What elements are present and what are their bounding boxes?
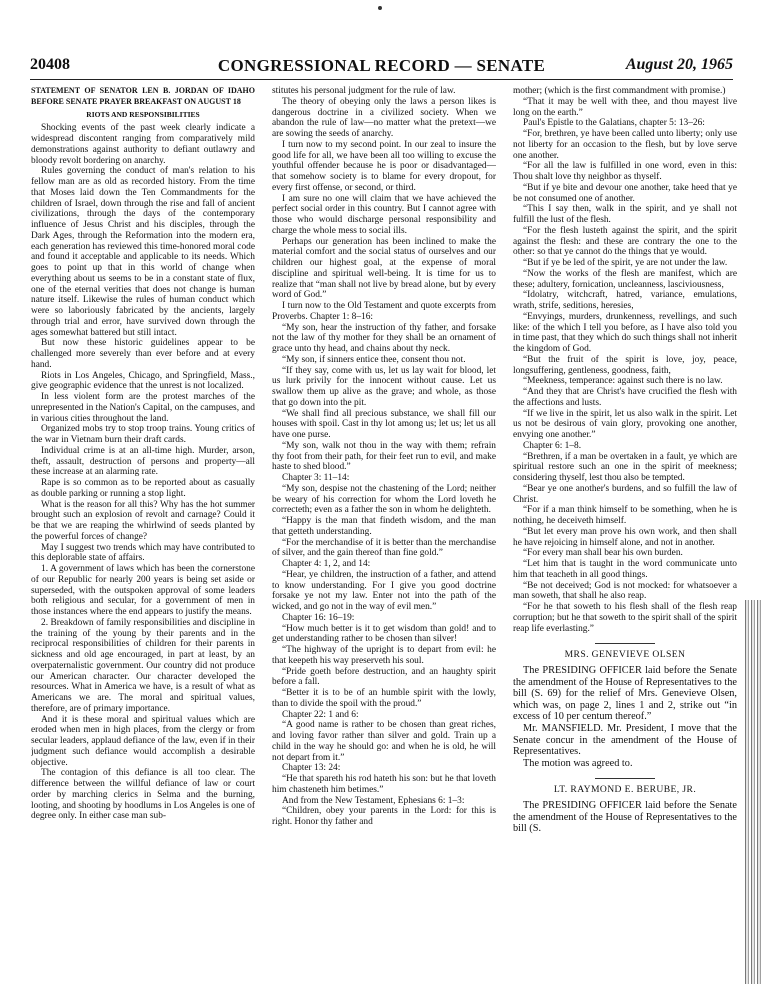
paragraph: May I suggest two trends which may have contributed to this deplorable state of affairs. — [31, 542, 255, 564]
paragraph: “For the merchandise of it is better than the merchandise of silver, and the gain thereof than fine gold.” — [272, 537, 496, 559]
paragraph: “My son, despise not the chastening of the Lord; neither be weary of his correction for whom the Lord loveth he correcteth; even as a father the son in whom he delighteth. — [272, 483, 496, 516]
paragraph: 1. A government of laws which has been the cornerstone of our Republic for nearly 200 years is being set aside or superseded, with the outspoken approval of some leaders both religious and secular, for a government of men in those instances where the end appears to justify the means. — [31, 564, 255, 617]
header-rule — [30, 79, 733, 80]
paragraph: “For, brethren, ye have been called unto liberty; only use not liberty for an occasion to the flesh, but by love serve one another. — [513, 129, 737, 161]
olsen-paragraph-2: Mr. MANSFIELD. Mr. President, I move that the Senate concur in the amendment of the House of Representatives. — [513, 722, 737, 758]
paragraph: “Happy is the man that findeth wisdom, and the man that getteth understanding. — [272, 516, 496, 537]
paragraph: What is the reason for all this? Why has the hot summer brought such an explosion of revolt and carnage? Could it be that we are reaping the whirlwind of seeds planted by the powerful forces of change? — [31, 499, 255, 542]
paragraph: mother; (which is the first commandment with promise.) — [513, 86, 726, 96]
paragraph: Chapter 13: 24: — [282, 763, 341, 774]
paragraph: Riots in Los Angeles, Chicago, and Springfield, Mass., give geographic evidence that the unrest is not localized. — [31, 370, 255, 392]
paragraph: I am sure no one will claim that we have achieved the perfect social order in this country. But I cannot agree with those who would discharge personal responsibility and charge the whole mess to social ills. — [272, 193, 496, 236]
paragraph: “Better it is to be of an humble spirit with the lowly, than to divide the spoil with the proud.” — [272, 688, 496, 709]
paragraph: “For he that soweth to his flesh shall of the flesh reap corruption; but he that soweth to the spirit shall of the spirit reap life everlasting.” — [513, 602, 737, 634]
paragraph: Chapter 6: 1–8. — [523, 440, 582, 451]
paragraph: “But if ye bite and devour one another, take heed that ye be not consumed one of another. — [513, 182, 737, 204]
paragraph: The contagion of this defiance is all too clear. The difference between the willful defiance of law or court order by marching clerics in Selma and the burning, looting, and shooting by hoodlums in Los Angeles is one of degree only. In either case man sub- — [31, 768, 255, 822]
paragraph: “If we live in the spirit, let us also walk in the spirit. Let us not be desirous of vain glory, provoking one another, envying one another.” — [513, 408, 737, 440]
paragraph: Chapter 3: 11–14: — [282, 473, 350, 483]
paragraph: “Let him that is taught in the word communicate unto him that teacheth in all good things. — [513, 559, 737, 580]
paragraph: Rules governing the conduct of man's relation to his fellow man are as old as recorded history. From the time that Moses laid down the Ten Commandments for the children of Israel, down through the rise and fall of ancient civilizations, through the days of the contemporary influence of Jesus Christ and his disciples, through the Dark Ages, through the Reformation into the modern era, each generation has reviewed this time-honored moral code and found it acceptable and applicable to its needs. Which goes to point up that in this world of change when everything about us seems to be in a constant state of flux, one of the eternal verities that does not change is human nature itself. Likewise the rules of human conduct which were so laboriously fabricated by the ancients, largely through trial and error, have survived down through the ages somewhat battered but still intact. — [31, 166, 255, 338]
paragraph: I turn now to the Old Testament and quote excerpts from Proverbs. Chapter 1: 8–16: — [272, 301, 496, 322]
paragraph: “We shall find all precious substance, we shall fill our houses with spoil. Cast in thy lot among us; let us; let us all have one purse. — [272, 408, 496, 440]
paragraph: “Meekness, temperance: against such there is no law. — [523, 376, 723, 387]
berube-paragraph-1: The PRESIDING OFFICER laid before the Senate the amendment of the House of Representatives to the bill (S. — [513, 800, 737, 835]
paragraph: I turn now to my second point. In our zeal to insure the good life for all, we have been all too willing to excuse the youthful offender because he is poor or disadvantaged—that somehow society is to blame for every dropout, for every first offense, or second, or third. — [272, 139, 496, 193]
paragraph: “Brethren, if a man be overtaken in a fault, ye which are spiritual restore such an one in the spirit of meekness; considering thyself, lest thou also be tempted. — [513, 451, 737, 483]
section-divider — [595, 643, 655, 644]
paragraph: Rape is so common as to be reported about as casually as double parking or running a stop light. — [31, 478, 255, 499]
paragraph: “Now the works of the flesh are manifest, which are these; adultery, fornication, uncleanness, lasciviousness, — [513, 268, 737, 290]
section-divider — [595, 778, 655, 779]
paragraph: “But if ye be led of the spirit, ye are not under the law. — [523, 258, 728, 268]
paragraph: “But the fruit of the spirit is love, joy, peace, longsuffering, gentleness, goodness, faith, — [513, 354, 737, 376]
paragraph: “Pride goeth before destruction, and an haughty spirit before a fall. — [272, 666, 496, 688]
paragraph: “But let every man prove his own work, and then shall he have rejoicing in himself alone, and not in another. — [513, 526, 737, 548]
paragraph: “If they say, come with us, let us lay wait for blood, let us lurk privily for the innocent without cause. Let us swallow them up alive as the grave; and whole, as those that go down into the pit. — [272, 365, 496, 408]
paragraph: “He that spareth his rod hateth his son: but he that loveth him chasteneth him betimes.” — [272, 774, 496, 795]
paragraph: But now these historic guidelines appear to be challenged more severely than ever before and at every hand. — [31, 338, 255, 370]
paragraph: “For if a man think himself to be something, when he is nothing, he deceiveth himself. — [513, 505, 737, 526]
scan-speck — [378, 6, 382, 10]
paragraph: And from the New Testament, Ephesians 6: 1–3: — [282, 795, 465, 806]
paragraph: “Be not deceived; God is not mocked: for whatsoever a man soweth, that shall he also reap. — [513, 580, 737, 602]
section-title-olsen: MRS. GENEVIEVE OLSEN — [564, 649, 686, 661]
paragraph: “My son, if sinners entice thee, consent thou not. — [282, 354, 466, 365]
page-header — [30, 56, 733, 78]
column-3-body — [513, 86, 737, 634]
column-1 — [31, 86, 255, 978]
paragraph: “This I say then, walk in the spirit, and ye shall not fulfill the lust of the flesh. — [513, 204, 737, 225]
paragraph: “The highway of the upright is to depart from evil: he that keepeth his way preserveth his soul. — [272, 645, 496, 666]
paragraph: “For all the law is fulfilled in one word, even in this: Thou shalt love thy neighbor as thyself. — [513, 161, 737, 182]
paragraph: In less violent form are the protest marches of the unrepresented in the Nation's Capital, on the campuses, and in various cities throughout the land. — [31, 392, 255, 424]
scan-edge-artifact — [745, 600, 763, 984]
column-3 — [513, 86, 737, 978]
paragraph: “How much better is it to get wisdom than gold! and to get understanding rather to be chosen than silver! — [272, 623, 496, 645]
statement-heading: STATEMENT OF SENATOR LEN B. JORDAN OF IDAHO BEFORE SENATE PRAYER BREAKFAST ON AUGUST 18 — [31, 86, 255, 106]
paragraph: “A good name is rather to be chosen than great riches, and loving favor rather than silver and gold. Train up a child in the way he should go: and when he is old, he will not depart from it.” — [272, 720, 496, 763]
statement-subheading: RIOTS AND RESPONSIBILITIES — [86, 109, 200, 119]
paragraph: Paul's Epistle to the Galatians, chapter 5: 13–26: — [523, 118, 705, 129]
paragraph: 2. Breakdown of family responsibilities and discipline in the training of the young by their parents and in the reciprocal responsibilities of children for their parents in sickness and old age encouraged, in part at least, by an overpaternalistic government. Our country did not produce our American character. Our character developed the resources. What in America we have, is a result of what as Americans we are. The moral and spiritual values, therefore, are of primary importance. — [31, 617, 255, 714]
paragraph: Organized mobs try to stop troop trains. Young critics of the war in Vietnam burn their draft cards. — [31, 424, 255, 445]
column-2 — [272, 86, 496, 978]
column-1-body — [31, 123, 255, 822]
section-title-berube: LT. RAYMOND E. BERUBE, JR. — [553, 784, 697, 796]
publication-title: CONGRESSIONAL RECORD — SENATE — [217, 56, 546, 75]
paragraph: “My son, hear the instruction of thy father, and forsake not the law of thy mother for they shall be an ornament of grace unto thy head, and chains about thy neck. — [272, 322, 496, 354]
paragraph: “Bear ye one another's burdens, and so fulfill the law of Christ. — [513, 483, 737, 505]
paragraph: “For the flesh lusteth against the spirit, and the spirit against the flesh: and these are contrary the one to the other: so that ye cannot do the things that ye would. — [513, 225, 737, 258]
paragraph: “Hear, ye children, the instruction of a father, and attend to know understanding. For I give you good doctrine forsake ye not my law. Enter not into the path of the wicked, and go not in the way of evil men.” — [272, 569, 496, 612]
paragraph: And it is these moral and spiritual values which are eroded when men in high places, from the clergy or from secular leaders, applaud defiance of the law, even if in their judgment such defiance would accomplish a desirable objective. — [31, 714, 255, 768]
paragraph: Individual crime is at an all-time high. Murder, arson, theft, assault, destruction of persons and property—all these increase at an alarming rate. — [31, 445, 255, 478]
paragraph: “Children, obey your parents in the Lord: for this is right. Honor thy father and — [272, 806, 496, 827]
page-number: 20408 — [30, 56, 70, 73]
paragraph: “And they that are Christ's have crucified the flesh with the affections and lusts. — [513, 387, 737, 408]
paragraph: Perhaps our generation has been inclined to make the material comfort and the social status of ourselves and our children our highest goal, at the expense of moral discipline and spiritual well-being. It is time for us to realize that “man shall not live by bread alone, but by every word of God.” — [272, 236, 496, 301]
issue-date: August 20, 1965 — [625, 56, 733, 73]
paragraph: Chapter 16: 16–19: — [282, 612, 355, 623]
paragraph: stitutes his personal judgment for the rule of law. — [272, 86, 456, 96]
paragraph: Chapter 22: 1 and 6: — [282, 709, 359, 720]
paragraph: “For every man shall bear his own burden. — [523, 548, 683, 559]
paragraph: “That it may be well with thee, and thou mayest live long on the earth.” — [513, 96, 737, 118]
column-2-body — [272, 86, 496, 828]
olsen-paragraph-3: The motion was agreed to. — [523, 757, 633, 769]
paragraph: “Idolatry, witchcraft, hatred, variance, emulations, wrath, strife, seditions, heresies, — [513, 290, 737, 311]
paragraph: “My son, walk not thou in the way with them; refrain thy foot from their path, for their feet run to evil, and make haste to shed blood.” — [272, 440, 496, 473]
paragraph: Shocking events of the past week clearly indicate a widespread discontent ranging from comparatively mild demonstrations against authority to defiant outlawry and bloody revolt bordering on anarchy. — [31, 123, 255, 166]
paragraph: Chapter 4: 1, 2, and 14: — [282, 559, 371, 569]
paragraph: “Envyings, murders, drunkenness, revellings, and such like: of the which I tell you before, as I have also told you in time past, that they which do such things shall not inherit the kingdom of God. — [513, 311, 737, 354]
olsen-paragraph-1: The PRESIDING OFFICER laid before the Senate the amendment of the House of Representatives to the bill (S. 69) for the relief of Mrs. Genevieve Olsen, which was, on page 2, lines 1 and 2, strike out “in excess of 10 per centum thereof.” — [513, 665, 737, 723]
paragraph: The theory of obeying only the laws a person likes is dangerous doctrine in a civilized society. When we abandon the rule of law—no matter what the pretext—we are sowing the seeds of anarchy. — [272, 96, 496, 139]
